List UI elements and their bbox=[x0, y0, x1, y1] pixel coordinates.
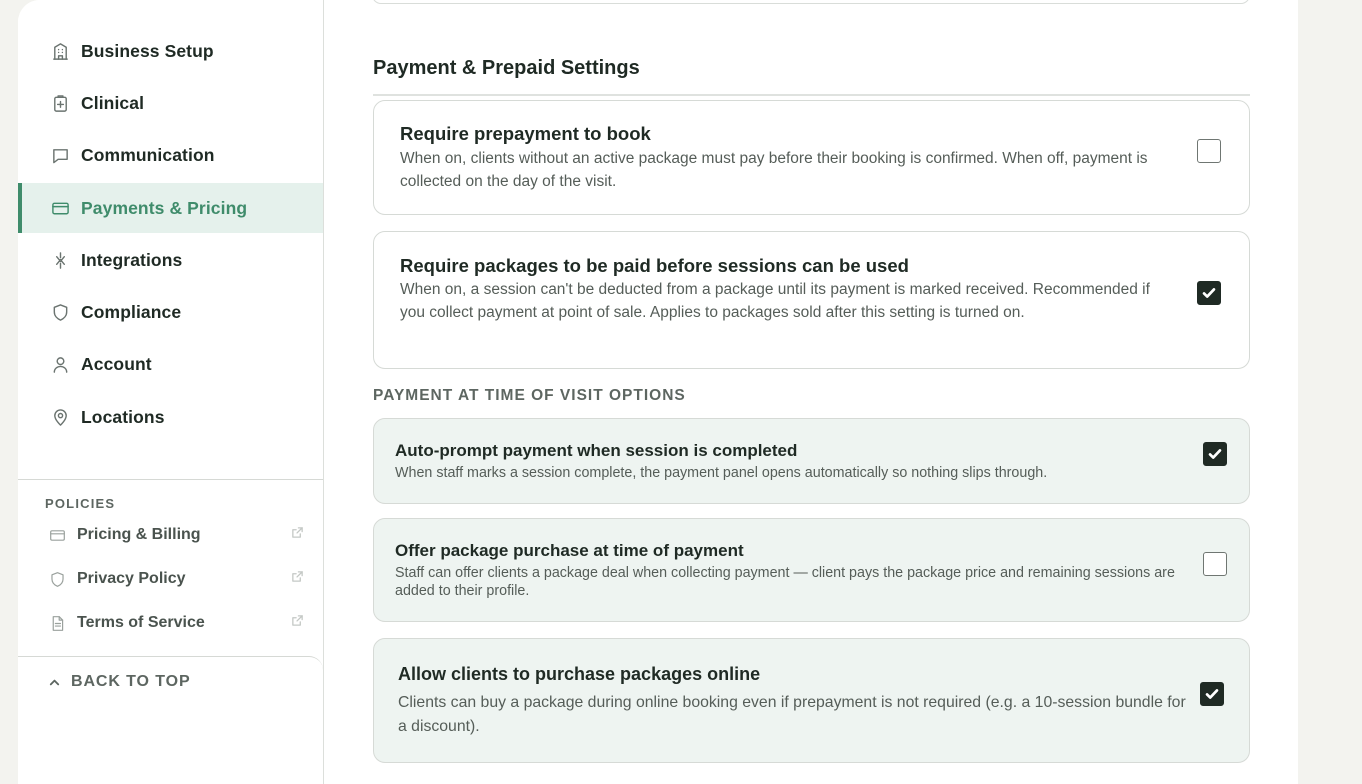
option-auto-prompt-payment bbox=[373, 418, 1250, 504]
sidebar-item-label: Business Setup bbox=[81, 40, 214, 61]
checkmark-icon bbox=[1206, 445, 1224, 463]
sidebar-item-label: Clinical bbox=[81, 92, 145, 113]
sidebar-item-locations[interactable] bbox=[18, 392, 323, 442]
sidebar-item-communication[interactable] bbox=[18, 130, 323, 180]
policy-link-label: Privacy Policy bbox=[77, 570, 186, 587]
sidebar-item-label: Communication bbox=[81, 144, 215, 165]
policy-link-terms-of-service[interactable] bbox=[48, 610, 304, 636]
map-pin-icon bbox=[50, 407, 70, 427]
sidebar-item-integrations[interactable] bbox=[18, 235, 323, 285]
credit-card-icon bbox=[48, 526, 66, 544]
checkmark-icon bbox=[1203, 685, 1221, 703]
policy-link-pricing-billing[interactable] bbox=[48, 522, 304, 548]
section-title: Payment & Prepaid Settings bbox=[373, 57, 640, 79]
chat-bubble-icon bbox=[50, 145, 70, 165]
auto-prompt-payment-checkbox[interactable] bbox=[1203, 442, 1227, 466]
option-description: Clients can buy a package during online booking even if prepayment is not required (e.g. a 10-session bundle for a discount). bbox=[398, 694, 1186, 735]
clipboard-plus-icon bbox=[50, 93, 70, 113]
back-to-top-label: BACK TO TOP bbox=[71, 673, 191, 690]
option-title: Offer package purchase at time of payment bbox=[395, 541, 744, 560]
external-link-icon bbox=[291, 570, 304, 588]
sidebar-item-label: Locations bbox=[81, 406, 165, 427]
sidebar-item-account[interactable] bbox=[18, 339, 323, 389]
sidebar-item-business-setup[interactable] bbox=[18, 26, 323, 76]
external-link-icon bbox=[291, 614, 304, 632]
policy-link-label: Pricing & Billing bbox=[77, 526, 201, 543]
shield-icon bbox=[50, 302, 70, 322]
sidebar bbox=[18, 0, 324, 784]
policy-link-label: Terms of Service bbox=[77, 614, 205, 631]
back-to-top-button[interactable] bbox=[48, 673, 191, 691]
section-divider bbox=[373, 94, 1250, 96]
checkmark-icon bbox=[1200, 284, 1218, 302]
plug-icon bbox=[50, 250, 70, 270]
chevron-up-icon bbox=[48, 676, 61, 689]
option-offer-package-purchase bbox=[373, 518, 1250, 622]
online-package-purchase-checkbox[interactable] bbox=[1200, 682, 1224, 706]
shield-icon bbox=[48, 570, 66, 588]
sidebar-item-clinical[interactable] bbox=[18, 78, 323, 128]
sidebar-item-payments-pricing[interactable] bbox=[18, 183, 323, 233]
require-package-payment-checkbox[interactable] bbox=[1197, 281, 1221, 305]
sidebar-item-label: Account bbox=[81, 353, 152, 374]
option-description: When staff marks a session complete, the payment panel opens automatically so nothing slips through. bbox=[395, 465, 1048, 481]
option-description: Staff can offer clients a package deal when collecting payment — client pays the package price and remaining sessions are added to their profile. bbox=[395, 565, 1175, 599]
setting-require-prepayment bbox=[373, 100, 1250, 215]
policies-heading: POLICIES bbox=[45, 496, 116, 511]
offer-package-purchase-checkbox[interactable] bbox=[1203, 552, 1227, 576]
option-online-package-purchase bbox=[373, 638, 1250, 763]
credit-card-icon bbox=[50, 198, 70, 218]
sidebar-item-label: Integrations bbox=[81, 249, 183, 270]
external-link-icon bbox=[291, 526, 304, 544]
setting-title: Require prepayment to book bbox=[400, 123, 651, 144]
previous-section-card bbox=[372, 0, 1250, 4]
sidebar-item-label: Payments & Pricing bbox=[81, 197, 248, 218]
option-title: Auto-prompt payment when session is completed bbox=[395, 441, 798, 460]
visit-options-heading: PAYMENT AT TIME OF VISIT OPTIONS bbox=[373, 387, 686, 404]
main-content bbox=[324, 0, 1298, 784]
building-icon bbox=[50, 41, 70, 61]
require-prepayment-checkbox[interactable] bbox=[1197, 139, 1221, 163]
sidebar-item-compliance[interactable] bbox=[18, 287, 323, 337]
document-icon bbox=[48, 614, 66, 632]
option-title: Allow clients to purchase packages online bbox=[398, 664, 761, 684]
setting-description: When on, a session can't be deducted from a package until its payment is marked received. Recommended if you collect payment at point of sale. Applies to packages sold after this setting is turned on. bbox=[400, 281, 1150, 321]
back-to-top-section bbox=[18, 656, 323, 784]
user-icon bbox=[50, 354, 70, 374]
sidebar-item-label: Compliance bbox=[81, 301, 182, 322]
setting-title: Require packages to be paid before sessions can be used bbox=[400, 255, 909, 276]
sidebar-divider bbox=[18, 479, 323, 480]
policy-link-privacy-policy[interactable] bbox=[48, 566, 304, 592]
setting-description: When on, clients without an active package must pay before their booking is confirmed. When off, payment is collected on the day of the visit. bbox=[400, 150, 1148, 190]
settings-card bbox=[18, 0, 1298, 784]
setting-require-package-payment bbox=[373, 231, 1250, 369]
